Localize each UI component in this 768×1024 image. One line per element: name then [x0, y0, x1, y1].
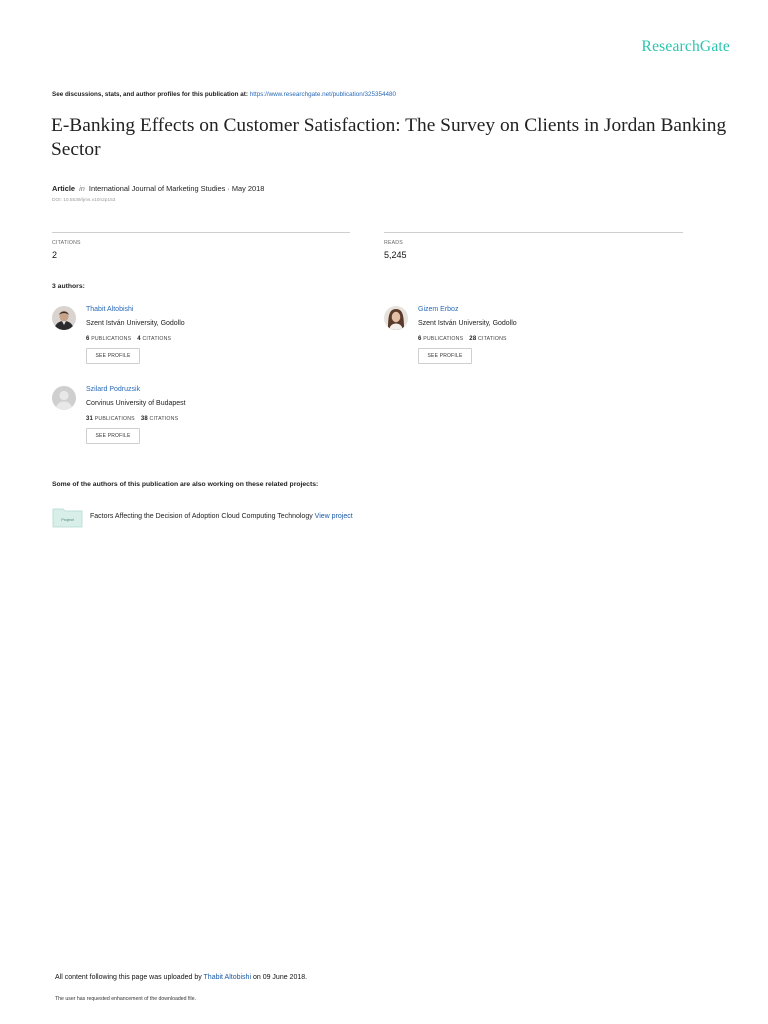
upload-suffix: on 09 June 2018. [251, 974, 308, 981]
article-meta [52, 184, 264, 193]
project-folder-icon [52, 507, 83, 528]
author-stats [86, 416, 178, 422]
publication-title: E-Banking Effects on Customer Satisfaction: The Survey on Clients in Jordan Banking Sector [51, 115, 727, 160]
author-institution: Szent István University, Godollo [86, 320, 185, 327]
doi: DOI: 10.5539/ijms.v10n2p153 [52, 198, 116, 203]
view-project-link[interactable]: View project [314, 513, 353, 520]
publications-count: 6 [86, 336, 90, 342]
upload-prefix: All content following this page was uploaded by [55, 974, 204, 981]
project-line [90, 513, 353, 520]
divider [52, 232, 350, 233]
see-profile-button[interactable]: SEE PROFILE [86, 348, 140, 364]
citations-label: CITATIONS [478, 336, 507, 342]
avatar[interactable] [52, 386, 76, 410]
publications-count: 6 [418, 336, 422, 342]
divider [384, 232, 683, 233]
see-profile-button[interactable]: SEE PROFILE [86, 428, 140, 444]
article-type: Article [52, 184, 76, 193]
author-institution: Corvinus University of Budapest [86, 400, 186, 407]
publication-url-link[interactable]: https://www.researchgate.net/publication/325354480 [249, 91, 397, 98]
citations-label: CITATIONS [52, 240, 81, 246]
citations-value: 2 [52, 250, 58, 260]
author-stats [418, 336, 507, 342]
enhancement-note: The user has requested enhancement of the downloaded file. [55, 996, 197, 1002]
upload-note [55, 974, 307, 981]
related-projects-heading: Some of the authors of this publication are also working on these related projects: [52, 481, 319, 488]
citations-count: 38 [140, 416, 148, 422]
publications-count: 31 [86, 416, 94, 422]
article-in: in [79, 184, 85, 193]
journal-name[interactable]: International Journal of Marketing Studies [88, 184, 226, 193]
citations-count: 28 [469, 336, 477, 342]
see-profile-button[interactable]: SEE PROFILE [418, 348, 472, 364]
author-name-link[interactable]: Thabit Altobishi [86, 306, 134, 313]
publications-label: PUBLICATIONS [423, 336, 464, 342]
project-icon-label: Project [61, 517, 74, 522]
uploader-link[interactable]: Thabit Altobishi [203, 974, 252, 981]
avatar[interactable] [384, 306, 408, 330]
reads-label: READS [384, 240, 403, 246]
publications-label: PUBLICATIONS [94, 416, 135, 422]
citations-label: CITATIONS [149, 416, 179, 422]
discussions-text: See discussions, stats, and author profiles for this publication at: [52, 91, 250, 98]
avatar[interactable] [52, 306, 76, 330]
citations-count: 4 [137, 336, 141, 342]
citations-label: CITATIONS [142, 336, 172, 342]
publication-date: · May 2018 [225, 184, 265, 193]
discussions-line [52, 91, 396, 98]
author-institution: Szent István University, Godollo [418, 320, 517, 327]
reads-value: 5,245 [384, 250, 407, 260]
author-stats [86, 336, 171, 342]
publications-label: PUBLICATIONS [91, 336, 132, 342]
project-title: Factors Affecting the Decision of Adoption Cloud Computing Technology [90, 513, 315, 520]
author-name-link[interactable]: Szilard Podruzsik [86, 386, 141, 393]
researchgate-logo[interactable]: ResearchGate [641, 38, 730, 55]
authors-heading: 3 authors: [52, 283, 85, 290]
author-name-link[interactable]: Gizem Erboz [418, 306, 459, 313]
